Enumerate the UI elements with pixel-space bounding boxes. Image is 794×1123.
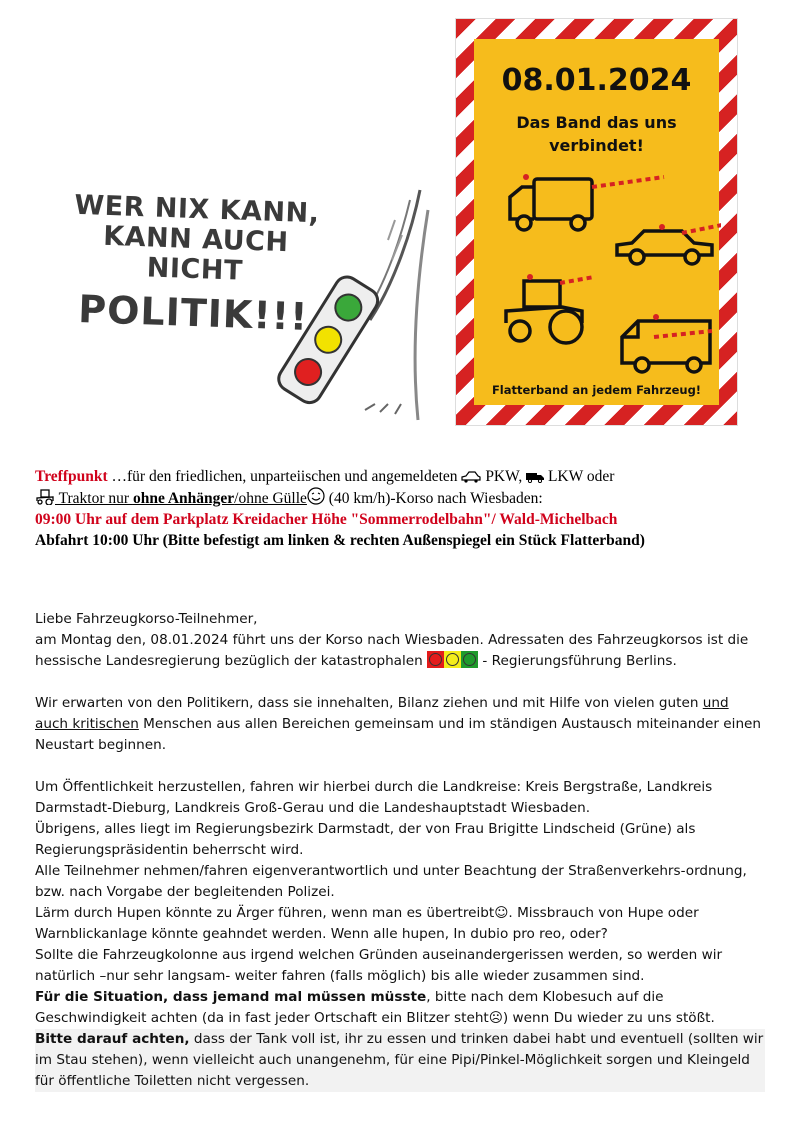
- poster-panel: [474, 39, 719, 405]
- greeting: Liebe Fahrzeugkorso-Teilnehmer,: [35, 611, 258, 627]
- letter-body: [35, 609, 765, 1092]
- car-icon: [617, 224, 721, 264]
- paragraph-1-b: - Regierungsführung Berlins.: [478, 653, 677, 669]
- red-light-icon: [427, 651, 444, 668]
- info-intro: …für den friedlichen, unparteiischen und angemeldeten: [107, 468, 462, 485]
- info-line-2: [35, 487, 765, 509]
- paragraph-2-underline: und auch kritischen: [35, 695, 729, 732]
- van-icon: [622, 314, 712, 372]
- green-light-icon: [461, 651, 478, 668]
- event-poster: [455, 18, 738, 426]
- ohne-guelle: /ohne Gülle: [234, 490, 307, 507]
- paragraph-3: Um Öffentlichkeit herzustellen, fahren wir hierbei durch die Landkreise: Kreis Bergstraße, Landkreis Darmstadt-Dieburg, Landkreis Groß-Gerau und die Landeshauptstadt Wiesbaden.: [35, 779, 713, 816]
- poster-vehicles: [474, 157, 721, 377]
- cartoon-line-3: POLITIK!!!: [77, 286, 310, 339]
- paragraph-6: Lärm durch Hupen könnte zu Ärger führen, wenn man es übertreibt☺. Missbrauch von Hupe oder Warnblickanlage könnte geahndet werden. Wenn alle hupen, In dubio pro reo, oder?: [35, 905, 699, 942]
- car-icon: [461, 471, 481, 483]
- pkw-label: PKW,: [481, 468, 527, 485]
- lkw-label: LKW oder: [544, 468, 615, 485]
- meeting-info: [35, 466, 765, 551]
- traktor-prefix: Traktor nur: [55, 490, 133, 507]
- paragraph-1: [35, 630, 765, 672]
- cartoon-line-2: KANN AUCH NICHT: [102, 221, 290, 288]
- truck-icon: [510, 174, 664, 230]
- poster-slogan: [474, 111, 719, 157]
- departure-time: Abfahrt 10:00 Uhr (Bitte befestigt am linken & rechten Außenspiegel ein Stück Flatterband): [35, 532, 645, 549]
- info-line-1: [35, 466, 765, 487]
- cartoon-line-1: WER NIX KANN,: [73, 189, 320, 230]
- paragraph-8: [35, 987, 765, 1029]
- traffic-light-illustration: [270, 180, 445, 430]
- paragraph-2-a: Wir erwarten von den Politikern, dass sie innehalten, Bilanz ziehen und mit Hilfe von vielen guten: [35, 695, 703, 711]
- meeting-location: 09:00 Uhr auf dem Parkplatz Kreidacher Höhe "Sommerrodelbahn"/ Wald-Michelbach: [35, 511, 618, 528]
- paragraph-2: [35, 693, 765, 756]
- smiley-icon: [307, 487, 325, 505]
- paragraph-9-bold: Bitte darauf achten,: [35, 1031, 190, 1047]
- ohne-anhaenger: ohne Anhänger: [132, 490, 235, 507]
- lorry-icon: [526, 471, 544, 483]
- poster-slogan-line-1: Das Band das uns: [516, 113, 677, 132]
- korso-text: (40 km/h)-Korso nach Wiesbaden:: [324, 490, 543, 507]
- poster-footer: Flatterband an jedem Fahrzeug!: [491, 383, 702, 397]
- paragraph-2-b: Menschen aus allen Bereichen gemeinsam und im ständigen Austausch miteinander einen Neustart beginnen.: [35, 716, 762, 753]
- paragraph-9-rest: dass der Tank voll ist, ihr zu essen und trinken dabei habt und eventuell (sollten wir im Stau stehen), wenn vielleicht auch unangenehm, für eine Pipi/Pinkel-Möglichkeit sorgen und Kleingeld für öffentliche Toiletten nicht vergessen.: [35, 1031, 764, 1089]
- tractor-icon: [35, 489, 55, 505]
- paragraph-4: Übrigens, alles liegt im Regierungsbezirk Darmstadt, der von Frau Brigitte Lindscheid (Grüne) als Regierungspräsidentin beherrscht wird.: [35, 821, 696, 858]
- yellow-light-icon: [444, 651, 461, 668]
- paragraph-7: Sollte die Fahrzeugkolonne aus irgend welchen Gründen auseinandergerissen werden, so werden wir natürlich –nur sehr langsam- weiter fahren (falls möglich) bis alle wieder zusammen sind.: [35, 947, 723, 984]
- paragraph-1-a: am Montag den, 08.01.2024 führt uns der Korso nach Wiesbaden. Adressaten des Fahrzeugkorsos ist die hessische Landesregierung bezüglich der katastrophalen: [35, 632, 749, 669]
- treffpunkt-label: Treffpunkt: [35, 468, 108, 485]
- paragraph-8-bold: Für die Situation, dass jemand mal müssen müsste: [35, 989, 427, 1005]
- poster-slogan-line-2: verbindet!: [549, 136, 644, 156]
- paragraph-8-rest: , bitte nach dem Klobesuch auf die Geschwindigkeit achten (da in fast jeder Ortschaft ein Blitzer steht☹) wenn Du wieder zu uns stößt.: [35, 989, 715, 1026]
- paragraph-9: [35, 1029, 765, 1092]
- tractor-icon: [506, 274, 594, 343]
- poster-date: 08.01.2024: [501, 63, 692, 98]
- paragraph-5: Alle Teilnehmer nehmen/fahren eigenverantwortlich und unter Beachtung der Straßenverkehrs-ordnung, bzw. nach Vorgabe der begleitenden Polizei.: [35, 863, 747, 900]
